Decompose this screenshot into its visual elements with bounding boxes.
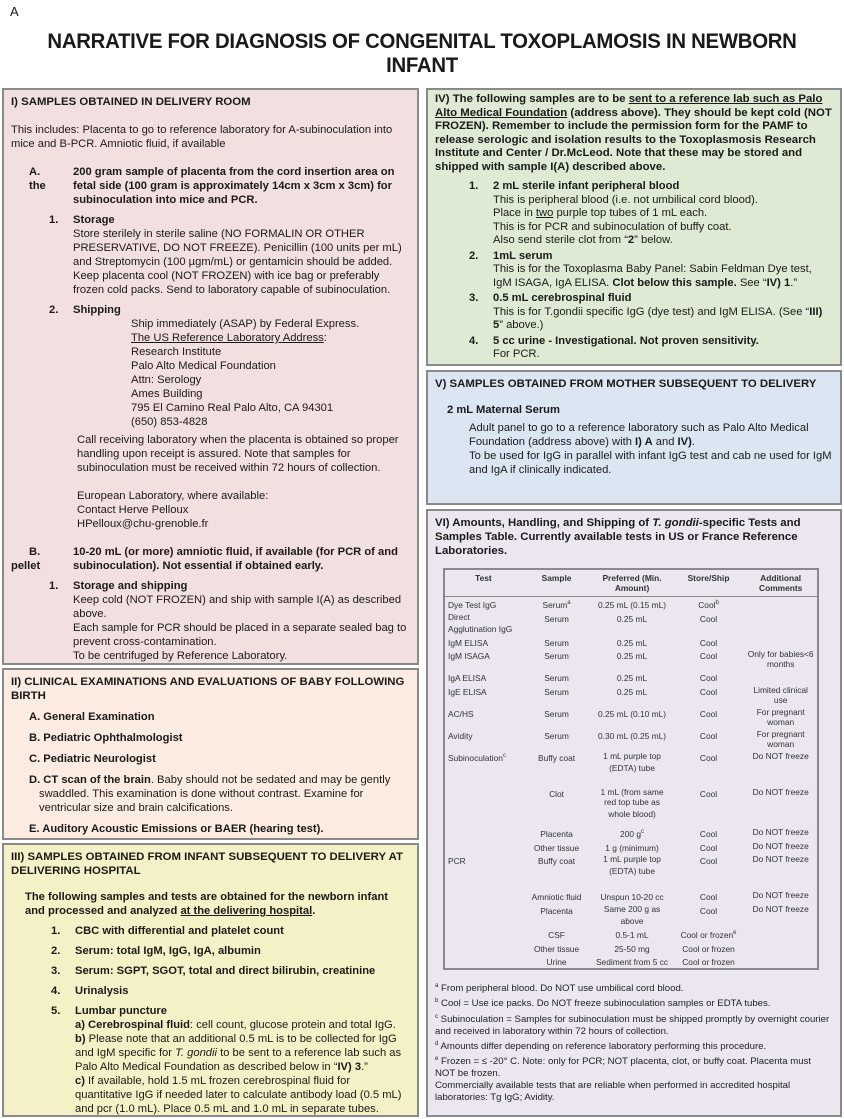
cell-store: Cool bbox=[699, 686, 718, 697]
item-text: Store sterilely in sterile saline (NO FORMALIN OR OTHER PRESERVATIVE, DO NOT FREEZE). Penicillin (100 units per mL) and Streptomycin (100 µgm/mL) or gentamicin should be added. Keep placenta cool (NOT FROZEN) with ice bag or preferably frozen cold packs. Send to laboratory capable of subinoculation. bbox=[73, 228, 402, 296]
list-item: B. Pediatric Ophthalmologist bbox=[29, 732, 183, 744]
cell-store: Cool bbox=[699, 891, 718, 902]
cell-amount: Sediment from 5 cc bbox=[595, 957, 669, 968]
cell-amount: 200 $g^c$ bbox=[620, 828, 645, 839]
item-a bbox=[11, 165, 410, 207]
list-item: D. CT scan of the brain. Baby should not be sedated and may be gently swaddled. This examination is done without contrast. Examine for ventricular size and brain calcifications. bbox=[29, 774, 391, 814]
cell-sample: Serum bbox=[544, 686, 569, 697]
cell-sample: Urine bbox=[546, 957, 567, 968]
item-text: To be centrifuged by Reference Laboratory. bbox=[73, 650, 288, 662]
footnotes bbox=[435, 980, 833, 1104]
item-title: Shipping bbox=[73, 304, 121, 316]
table-row bbox=[444, 706, 818, 728]
cell-amount: 0.25 mL bbox=[616, 673, 648, 684]
cell-test: Avidity bbox=[448, 730, 473, 741]
list-item: 3. 0.5 mL cerebrospinal fluid This is for T.gondii specific IgG (dye test) and IgM ELISA. (See “III) 5” above.) bbox=[469, 292, 833, 333]
shipping-item bbox=[49, 303, 410, 317]
table-row bbox=[444, 954, 818, 969]
table-row bbox=[444, 826, 818, 840]
table-row bbox=[444, 611, 818, 635]
euro-lab-email[interactable]: HPelloux@chu-grenoble.fr bbox=[77, 518, 209, 530]
section-heading: VI) Amounts, Handling, and Shipping of T. gondii-specific Tests and Samples Table. Currently available tests in US or France Reference Laboratories. bbox=[435, 517, 801, 557]
cell-amount: 0.25 mL bbox=[616, 613, 648, 624]
item-title: 5 cc urine - Investigational. Not proven sensitivity. bbox=[493, 334, 759, 347]
euro-lab bbox=[77, 489, 410, 531]
table-row bbox=[444, 903, 818, 927]
cell-comment: Do NOT freeze bbox=[752, 786, 809, 797]
table-row bbox=[444, 750, 818, 774]
list-item: 4. Urinalysis bbox=[51, 985, 129, 997]
table-row bbox=[444, 670, 818, 684]
cell-test: IgE ELISA bbox=[448, 686, 487, 697]
footnote: $^b$ Cool = Use ice packs. Do NOT freeze subinoculation samples or EDTA tubes. bbox=[435, 998, 771, 1010]
item-title: 0.5 mL cerebrospinal fluid bbox=[493, 292, 632, 304]
section-delivery-room bbox=[2, 88, 419, 665]
cell-store: Cool bbox=[699, 708, 718, 719]
cell-amount: 0.25 mL bbox=[616, 686, 648, 697]
row-spacer bbox=[444, 774, 818, 786]
cell-test bbox=[444, 826, 522, 840]
cell-store: Cool or frozen$^e$ bbox=[680, 929, 737, 940]
cell-comment bbox=[744, 635, 818, 649]
column-header: Test bbox=[444, 569, 522, 597]
item-text: Also send sterile clot from “2” below. bbox=[493, 234, 673, 246]
list-item: A. General Examination bbox=[29, 711, 155, 723]
closing-note: Commercially available tests that are reliable when performed in accredited hospital laboratories: Tg IgG; Avidity. bbox=[435, 1080, 791, 1104]
cell-amount: 0.25 mL bbox=[616, 651, 648, 662]
cell-test: IgA ELISA bbox=[448, 673, 487, 684]
list-item: C. Pediatric Neurologist bbox=[29, 753, 156, 765]
exam-list bbox=[11, 710, 410, 836]
address-line: Research Institute bbox=[131, 346, 222, 358]
item-text: Each sample for PCR should be placed in a separate sealed bag to prevent cross-contamination. bbox=[73, 622, 407, 648]
cell-store: Cool bbox=[699, 752, 718, 763]
cell-amount: 0.25 mL (0.10 mL) bbox=[597, 708, 667, 719]
cell-store: Cool or frozen bbox=[682, 957, 735, 968]
list-item: E. Auditory Acoustic Emissions or BAER (hearing test). bbox=[29, 823, 324, 835]
cell-store: Cool bbox=[699, 613, 718, 624]
euro-lab-contact: Contact Herve Pelloux bbox=[77, 504, 189, 516]
item-letter: A. the bbox=[29, 166, 46, 192]
cell-amount: 1 mL purple top (EDTA) tube bbox=[603, 751, 661, 773]
cell-amount: 0.25 mL (0.15 mL) bbox=[597, 599, 667, 610]
column-header: Preferred (Min. Amount) bbox=[591, 569, 672, 597]
cell-comment: Do NOT freeze bbox=[752, 826, 809, 837]
section-clinical-exams bbox=[2, 668, 419, 840]
section-heading: IV) The following samples are to be sent to a reference lab such as Palo Alto Medical Foundation (address above). They should be kept cold (NOT FROZEN). Remember to include the permission form for the PAMF to release serologic and isolation results to the Toxoplasmosis Research Institute and Center / Dr.McLeod. Note that these may be stored and shipped with sample I(A) described above. bbox=[435, 93, 832, 173]
cell-test bbox=[444, 941, 522, 955]
footnote: $^a$ From peripheral blood. Do NOT use umbilical cord blood. bbox=[435, 983, 684, 995]
cell-sample: Serum$^a$ bbox=[542, 599, 571, 610]
section-heading: II) CLINICAL EXAMINATIONS AND EVALUATIONS OF BABY FOLLOWING BIRTH bbox=[11, 676, 405, 702]
item-b-text: 10-20 mL (or more) amniotic fluid, if available (for PCR of and subinoculation). Not essential if obtained early. bbox=[73, 546, 398, 572]
cell-amount: 1 mL purple top (EDTA) tube bbox=[603, 854, 661, 877]
cell-store: Cool bbox=[699, 673, 718, 684]
cell-comment: Limited clinical use bbox=[753, 685, 808, 706]
list-item: 3. Serum: SGPT, SGOT, total and direct bilirubin, creatinine bbox=[51, 965, 376, 977]
section-mother-samples bbox=[426, 370, 842, 505]
cell-sample: Serum bbox=[544, 651, 569, 662]
shipping-address-block bbox=[131, 317, 410, 429]
table-header-row bbox=[444, 569, 818, 597]
cell-store: Cool$^b$ bbox=[698, 599, 719, 610]
cell-test bbox=[444, 786, 522, 820]
lp-item-a: a) Cerebrospinal fluid: cell count, glucose protein and total IgG. bbox=[75, 1019, 396, 1031]
cell-store: Cool bbox=[699, 651, 718, 662]
cell-store: Cool bbox=[699, 637, 718, 648]
subheading: 2 mL Maternal Serum bbox=[447, 404, 560, 416]
cell-test bbox=[444, 903, 522, 927]
cell-test: IgM ISAGA bbox=[448, 651, 490, 662]
cell-sample: Serum bbox=[544, 637, 569, 648]
cell-store: Cool or frozen bbox=[682, 943, 735, 954]
maternal-serum-text: Adult panel to go to a reference laboratory such as Palo Alto Medical Foundation (address above) with I) A and IV). To be used for IgG in parallel with infant IgG test and cab ne used for IgM and IgA if clinically indicated. bbox=[469, 422, 832, 476]
item-number: 1. bbox=[49, 580, 59, 592]
section-infant-samples bbox=[2, 843, 419, 1117]
table-row bbox=[444, 597, 818, 611]
cell-amount: 0.25 mL bbox=[616, 637, 648, 648]
cell-comment: Do NOT freeze bbox=[752, 903, 809, 914]
phone-number: (650) 853-4828 bbox=[131, 416, 208, 428]
list-item: 5. Lumbar puncture bbox=[51, 1005, 167, 1017]
item-title: Storage bbox=[73, 214, 115, 226]
cell-comment: Do NOT freeze bbox=[752, 840, 809, 851]
table-row bbox=[444, 927, 818, 941]
item-text: This is for the Toxoplasma Baby Panel: Sabin Feldman Dye test, IgM ISAGA, IgA ELISA. Clot below this sample. See “IV) 1.” bbox=[493, 263, 812, 289]
cell-comment bbox=[744, 927, 818, 941]
cell-sample: Amniotic fluid bbox=[531, 891, 582, 902]
cell-test bbox=[444, 954, 522, 969]
list-item: 1. CBC with differential and platelet count bbox=[51, 925, 284, 937]
item-text: Place in two purple top tubes of 1 mL each. bbox=[493, 207, 708, 219]
cell-sample: Placenta bbox=[540, 828, 573, 839]
cell-comment bbox=[744, 954, 818, 969]
cell-store: Cool bbox=[699, 842, 718, 853]
item-title: 1mL serum bbox=[493, 249, 553, 262]
cell-test: PCR bbox=[448, 856, 466, 867]
item-text: For PCR. bbox=[493, 348, 540, 360]
table-row bbox=[444, 889, 818, 903]
tests-table bbox=[443, 568, 819, 970]
item-a-text: 200 gram sample of placenta from the cord insertion area on fetal side (100 gram is approximately 14cm x 3cm x 3cm) for subinoculation into mice and PCR. bbox=[73, 166, 395, 206]
cell-sample: Serum bbox=[544, 708, 569, 719]
table-row bbox=[444, 840, 818, 854]
cell-sample: Other tissue bbox=[533, 842, 580, 853]
cell-test: Direct Agglutination IgG bbox=[448, 611, 513, 634]
item-b bbox=[11, 545, 410, 573]
cell-amount: Same 200 g as above bbox=[603, 903, 661, 926]
cell-sample: Other tissue bbox=[533, 943, 580, 954]
cell-test: Dye Test IgG bbox=[448, 599, 497, 610]
cell-comment: For pregnant woman bbox=[756, 729, 805, 750]
storage-shipping-item bbox=[49, 579, 410, 663]
list-item: 1. 2 mL sterile infant peripheral blood This is peripheral blood (i.e. not umbilical cord blood). Place in two purple top tubes of 1 mL each. This is for PCR and subinoculation of buffy coat. Also send sterile clot from “2” below. bbox=[469, 180, 758, 246]
item-text: This is for T.gondii specific IgG (dye test) and IgM ELISA. (See “III) 5” above.) bbox=[493, 305, 823, 331]
list-item: 2. 1mL serum This is for the Toxoplasma Baby Panel: Sabin Feldman Dye test, IgM ISAGA, IgA ELISA. Clot below this sample. See “IV) 1.” bbox=[469, 250, 833, 291]
table-row bbox=[444, 728, 818, 750]
address-label: The US Reference Laboratory Address: bbox=[131, 332, 327, 344]
address-line: Attn: Serology bbox=[131, 374, 202, 386]
lp-item-b: b) Please note that an additional 0.5 mL is to be collected for IgG and IgM specific for T. gondii to be sent to a reference lab such as Palo Alto Medical Foundation as described below in “IV) 3.” bbox=[75, 1033, 402, 1073]
section-heading: I) SAMPLES OBTAINED IN DELIVERY ROOM bbox=[11, 96, 251, 108]
cell-store: Cool bbox=[699, 828, 718, 839]
cell-comment: Do NOT freeze bbox=[752, 751, 809, 762]
item-title: 2 mL sterile infant peripheral blood bbox=[493, 180, 680, 192]
footnote: $^c$ Subinoculation = Samples for subinoculation must be shipped promptly by overnight courier and received in laboratory within 72 hours of collection. bbox=[435, 1013, 830, 1037]
cell-sample: Serum bbox=[544, 673, 569, 684]
cell-store: Cool bbox=[699, 730, 718, 741]
address-line: Palo Alto Medical Foundation bbox=[131, 360, 276, 372]
storage-item bbox=[49, 213, 410, 297]
lumbar-puncture-details bbox=[75, 1018, 410, 1116]
cell-store: Cool bbox=[699, 905, 718, 916]
cell-amount: 0.30 mL (0.25 mL) bbox=[597, 730, 667, 741]
cell-amount: 0.5-1 mL bbox=[615, 929, 649, 940]
intro-text: This includes: Placenta to go to reference laboratory for A-subinoculation into mice and B-PCR. Amniotic fluid, if available bbox=[11, 124, 393, 150]
euro-lab-label: European Laboratory, where available: bbox=[77, 490, 269, 502]
cell-sample: Placenta bbox=[540, 905, 573, 916]
cell-comment bbox=[744, 597, 818, 611]
item-number: 1. bbox=[49, 214, 59, 226]
item-text: Keep cold (NOT FROZEN) and ship with sample I(A) as described above. bbox=[73, 594, 402, 620]
footnote: $^d$ Amounts differ depending on reference laboratory performing this procedure. bbox=[435, 1040, 767, 1052]
shipping-line: Ship immediately (ASAP) by Federal Express. bbox=[131, 318, 360, 330]
item-letter: B. pellet bbox=[11, 546, 41, 572]
column-header: Store/Ship bbox=[673, 569, 745, 597]
cell-sample: CSF bbox=[548, 929, 565, 940]
list-item: 4. 5 cc urine - Investigational. Not proven sensitivity. For PCR. bbox=[469, 334, 759, 360]
cell-amount: 1 g (minimum) bbox=[605, 842, 659, 853]
lp-item-c: c) If available, hold 1.5 mL frozen cerebrospinal fluid for quantitative IgG if needed later to calculate antibody load (0.5 mL) and pcr (1.0 mL). Place 0.5 mL and 1.0 mL in separate tubes. bbox=[75, 1075, 402, 1115]
item-text: This is for PCR and subinoculation of buffy coat. bbox=[493, 220, 732, 233]
item-title: Storage and shipping bbox=[73, 580, 188, 592]
reference-sample-list bbox=[435, 180, 833, 362]
cell-amount: 25-50 mg bbox=[614, 943, 650, 954]
cell-test bbox=[444, 840, 522, 854]
cell-test: IgM ELISA bbox=[448, 637, 489, 648]
section-heading: V) SAMPLES OBTAINED FROM MOTHER SUBSEQUENT TO DELIVERY bbox=[435, 378, 817, 390]
infant-test-list bbox=[27, 924, 410, 1018]
figure-label: A bbox=[10, 4, 19, 19]
shipping-note: Call receiving laboratory when the placenta is obtained so proper handling upon receipt is assured. Note that samples for subinoculation must be received within 72 hours of collection. bbox=[77, 434, 399, 474]
cell-test bbox=[444, 889, 522, 903]
cell-sample: Clot bbox=[549, 788, 564, 799]
cell-sample: Buffy coat bbox=[538, 752, 576, 763]
cell-store: Cool bbox=[699, 788, 718, 799]
section-tests-table bbox=[426, 509, 842, 1117]
cell-amount: Unspun 10-20 cc bbox=[600, 891, 664, 902]
cell-comment bbox=[744, 941, 818, 955]
footnote: $^e$ Frozen = ≤ -20° C. Note: only for PCR; NOT placenta, clot, or buffy coat. Placenta must NOT be frozen. bbox=[435, 1055, 812, 1080]
address-line: 795 El Camino Real Palo Alto, CA 94301 bbox=[131, 402, 334, 414]
cell-sample: Serum bbox=[544, 613, 569, 624]
cell-comment: For pregnant woman bbox=[756, 707, 805, 728]
cell-comment bbox=[744, 611, 818, 635]
column-header: Sample bbox=[522, 569, 592, 597]
cell-sample: Buffy coat bbox=[538, 856, 576, 867]
table-row bbox=[444, 684, 818, 706]
cell-comment: Only for babies<6 months bbox=[747, 649, 814, 670]
list-item: 2. Serum: total IgM, IgG, IgA, albumin bbox=[51, 945, 261, 957]
address-line: Ames Building bbox=[131, 388, 203, 400]
page-title: NARRATIVE FOR DIAGNOSIS OF CONGENITAL TOXOPLAMOSIS IN NEWBORN INFANT bbox=[47, 30, 797, 77]
item-number: 2. bbox=[49, 304, 59, 316]
cell-comment: Do NOT freeze bbox=[752, 854, 809, 865]
table-row bbox=[444, 941, 818, 955]
table-row bbox=[444, 648, 818, 670]
cell-test bbox=[444, 927, 522, 941]
table-row bbox=[444, 853, 818, 877]
cell-comment: Do NOT freeze bbox=[752, 890, 809, 901]
cell-comment bbox=[744, 670, 818, 684]
table-row bbox=[444, 635, 818, 649]
cell-test: AC/HS bbox=[448, 708, 474, 719]
section-reference-lab bbox=[426, 88, 842, 366]
table-row bbox=[444, 786, 818, 820]
cell-store: Cool bbox=[699, 856, 718, 867]
item-text: This is peripheral blood (i.e. not umbilical cord blood). bbox=[493, 193, 758, 206]
row-spacer bbox=[444, 877, 818, 889]
cell-amount: 1 mL (from same red top tube as whole blood) bbox=[600, 786, 664, 819]
section-heading: III) SAMPLES OBTAINED FROM INFANT SUBSEQUENT TO DELIVERY AT DELIVERING HOSPITAL bbox=[11, 851, 403, 877]
intro-text: The following samples and tests are obtained for the newborn infant and processed and analyzed at the delivering hospital. bbox=[25, 891, 389, 917]
cell-test: Subinoculation$^c$ bbox=[448, 752, 506, 763]
column-header: Additional Comments bbox=[744, 569, 818, 597]
cell-sample: Serum bbox=[544, 730, 569, 741]
